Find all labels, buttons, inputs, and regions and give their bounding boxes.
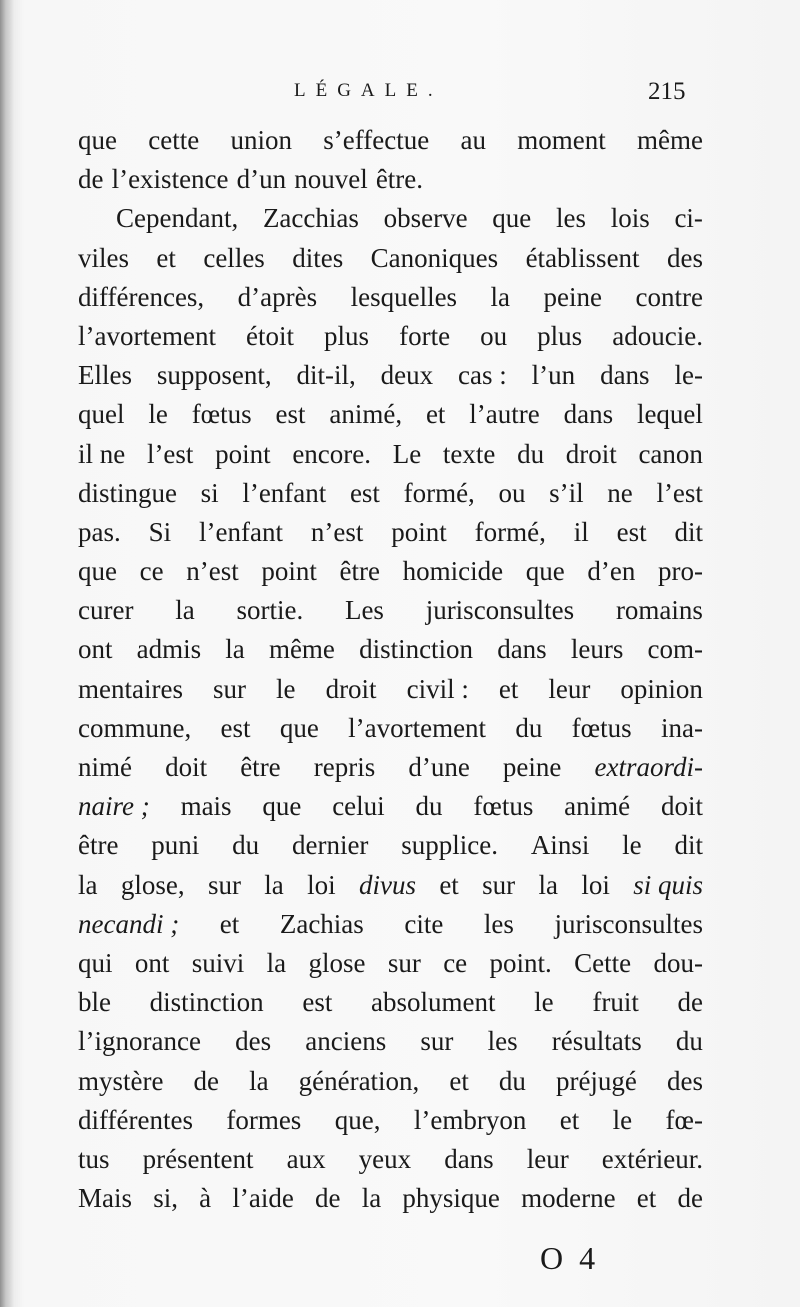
word: nouvel bbox=[294, 164, 368, 195]
word: celui bbox=[332, 791, 385, 822]
word: aux bbox=[286, 1143, 326, 1174]
text-line bbox=[78, 356, 703, 395]
word: n’est bbox=[186, 556, 239, 587]
word: commune, bbox=[78, 712, 192, 743]
word: l’aide bbox=[232, 1183, 294, 1214]
word: différentes bbox=[78, 1104, 193, 1135]
word: absolument bbox=[371, 987, 496, 1018]
word: Zacchias bbox=[262, 203, 359, 234]
text-line bbox=[78, 1101, 703, 1140]
word: l’avortement bbox=[348, 712, 487, 743]
word: cette bbox=[148, 125, 200, 155]
word: sortie. bbox=[236, 595, 304, 626]
text-line bbox=[78, 474, 703, 513]
text-line bbox=[78, 1062, 703, 1101]
word: du bbox=[232, 830, 260, 861]
word: formé, bbox=[474, 516, 546, 547]
word: forte bbox=[399, 320, 451, 351]
word: et bbox=[439, 869, 459, 900]
word: dans bbox=[563, 399, 614, 430]
word: dans bbox=[444, 1143, 494, 1174]
word: fœtus bbox=[473, 791, 534, 822]
word: du bbox=[515, 712, 543, 743]
word: supplice. bbox=[401, 830, 498, 861]
word: point. bbox=[489, 947, 552, 978]
text-line bbox=[78, 395, 703, 434]
word: fœ- bbox=[665, 1104, 703, 1135]
word: l’avortement bbox=[78, 320, 216, 351]
word: mais bbox=[180, 791, 232, 822]
word: Ainsi bbox=[530, 830, 590, 861]
word: l’est bbox=[146, 438, 194, 469]
word: Canoniques bbox=[370, 242, 499, 273]
word: l’enfant bbox=[242, 477, 327, 508]
word: tus bbox=[78, 1143, 110, 1174]
text-line bbox=[78, 630, 703, 669]
page-number: 215 bbox=[648, 78, 686, 105]
word: même bbox=[268, 634, 335, 665]
word: suivi bbox=[191, 947, 245, 978]
text-line bbox=[78, 1179, 703, 1218]
word: être. bbox=[375, 164, 424, 195]
word: deux bbox=[380, 360, 434, 391]
running-head: LÉGALE. bbox=[294, 80, 443, 101]
text-line bbox=[78, 435, 703, 474]
word: dou- bbox=[653, 947, 703, 978]
word: de bbox=[315, 1183, 341, 1214]
word: la bbox=[264, 869, 284, 900]
word: dites bbox=[292, 242, 344, 273]
word: ce bbox=[139, 556, 164, 587]
word: moderne bbox=[521, 1183, 616, 1214]
text-line bbox=[78, 866, 703, 905]
word: Cette bbox=[574, 947, 632, 978]
word: fruit bbox=[592, 987, 639, 1018]
word: jurisconsultes bbox=[425, 595, 575, 626]
word: le bbox=[612, 1104, 633, 1135]
word: résultats bbox=[551, 1026, 642, 1057]
word: génération, bbox=[298, 1065, 420, 1096]
word: l’ignorance bbox=[78, 1026, 201, 1057]
word: loi bbox=[307, 869, 336, 900]
word: mystère bbox=[78, 1065, 164, 1096]
word: dit-il, bbox=[296, 360, 356, 391]
word: distinction bbox=[359, 634, 474, 665]
word: la bbox=[538, 869, 559, 900]
word: divus bbox=[358, 869, 416, 900]
word: glose bbox=[308, 947, 366, 978]
word: ci- bbox=[674, 203, 703, 234]
word: yeux bbox=[358, 1143, 412, 1174]
word: romains bbox=[615, 595, 703, 626]
word: formes bbox=[226, 1104, 302, 1135]
word: préjugé bbox=[555, 1065, 637, 1096]
text-line bbox=[78, 513, 703, 552]
word: il bbox=[573, 516, 589, 547]
text-line bbox=[78, 591, 703, 630]
word: com- bbox=[647, 634, 703, 665]
text-line bbox=[78, 121, 703, 160]
word: les bbox=[555, 203, 586, 234]
word: des bbox=[666, 242, 703, 273]
word: Mais bbox=[78, 1183, 132, 1214]
word: canon bbox=[638, 438, 703, 469]
text-line bbox=[78, 826, 703, 865]
word: et bbox=[449, 1065, 469, 1096]
word: fœtus bbox=[191, 399, 252, 430]
word: est bbox=[349, 477, 380, 508]
word: distingue bbox=[78, 477, 177, 508]
word: la bbox=[225, 634, 245, 665]
word: animé, bbox=[329, 399, 403, 430]
word: dit bbox=[674, 516, 703, 547]
word: jurisconsultes bbox=[554, 908, 703, 939]
word: ont bbox=[78, 634, 113, 665]
word: est bbox=[275, 399, 306, 430]
word-space bbox=[286, 160, 294, 199]
text-line bbox=[78, 748, 703, 787]
word: s’effectue bbox=[323, 125, 430, 155]
word: point bbox=[261, 556, 317, 587]
word: lois bbox=[610, 203, 650, 234]
word: repris bbox=[313, 752, 376, 782]
word: leurs bbox=[570, 634, 624, 665]
word: le- bbox=[674, 360, 703, 391]
word: que bbox=[279, 712, 319, 743]
word: formé, bbox=[403, 477, 475, 508]
word: du bbox=[675, 1026, 703, 1057]
word: celles bbox=[203, 242, 265, 273]
word: union bbox=[230, 125, 292, 155]
word: s’il bbox=[549, 477, 584, 508]
word: droit bbox=[325, 673, 377, 704]
word: la bbox=[249, 1065, 269, 1096]
text-line bbox=[78, 709, 703, 748]
word: des bbox=[235, 1026, 272, 1057]
word: physique bbox=[402, 1183, 500, 1214]
text-line bbox=[78, 670, 703, 709]
word: et bbox=[425, 399, 446, 430]
word: est bbox=[220, 712, 251, 743]
text-line bbox=[78, 239, 703, 278]
word: ne bbox=[607, 477, 633, 508]
word: glose, bbox=[120, 869, 185, 900]
word: ble bbox=[78, 987, 111, 1018]
word: la bbox=[490, 281, 511, 312]
word: si bbox=[200, 477, 219, 508]
word: extérieur. bbox=[601, 1143, 703, 1174]
word: naire ; bbox=[78, 791, 150, 822]
word: le bbox=[622, 830, 642, 861]
word: d’une bbox=[408, 752, 470, 782]
text-line bbox=[78, 1140, 703, 1179]
word: doit bbox=[660, 791, 703, 822]
word: même bbox=[636, 125, 703, 155]
word: cite bbox=[404, 908, 444, 939]
word: être bbox=[78, 830, 119, 861]
word: que bbox=[262, 791, 302, 822]
word: de bbox=[677, 987, 703, 1018]
word: Cependant, bbox=[116, 203, 239, 234]
word: que bbox=[78, 125, 117, 155]
word: que bbox=[78, 556, 117, 587]
word: et bbox=[219, 908, 240, 939]
word: établissent bbox=[525, 242, 640, 273]
word: sur bbox=[387, 947, 421, 978]
word: distinction bbox=[149, 987, 264, 1018]
word: du bbox=[517, 438, 545, 469]
word: de bbox=[677, 1183, 703, 1214]
word: homicide bbox=[402, 556, 504, 587]
word: est bbox=[302, 987, 333, 1018]
word: le bbox=[276, 673, 296, 704]
body-text bbox=[78, 121, 703, 1218]
word: l’embryon bbox=[413, 1104, 527, 1135]
word: ont bbox=[134, 947, 170, 978]
word: point bbox=[391, 516, 447, 547]
text-line bbox=[78, 160, 703, 199]
word: leur bbox=[526, 1143, 569, 1174]
word: du bbox=[415, 791, 443, 822]
word: dans bbox=[600, 360, 650, 391]
word: moment bbox=[517, 125, 606, 155]
word: que, bbox=[334, 1104, 381, 1135]
word: Si bbox=[148, 516, 172, 547]
word: pro- bbox=[658, 556, 703, 587]
word: nimé bbox=[78, 752, 132, 782]
word: ce bbox=[443, 947, 468, 978]
text-line bbox=[78, 199, 703, 238]
word: l’un bbox=[531, 360, 576, 391]
word: Le bbox=[392, 438, 422, 469]
word: Zachias bbox=[279, 908, 364, 939]
word: et bbox=[156, 242, 176, 273]
word: l’est bbox=[656, 477, 703, 508]
word: d’après bbox=[237, 281, 318, 312]
word: anciens bbox=[305, 1026, 387, 1057]
text-line bbox=[78, 317, 703, 356]
signature-mark: O 4 bbox=[540, 1240, 600, 1276]
word: la bbox=[78, 869, 98, 900]
word: pas. bbox=[78, 516, 121, 547]
word: contre bbox=[635, 281, 703, 312]
word: ina- bbox=[660, 712, 703, 743]
word: les bbox=[483, 908, 514, 939]
word: Elles bbox=[78, 360, 132, 391]
word-space bbox=[103, 160, 111, 199]
word: sur bbox=[420, 1026, 454, 1057]
word: admis bbox=[136, 634, 202, 665]
word: sur bbox=[213, 673, 246, 704]
word: point bbox=[215, 438, 271, 469]
word: sur bbox=[482, 869, 516, 900]
word-space bbox=[229, 160, 237, 199]
word: Les bbox=[344, 595, 384, 626]
word: et bbox=[559, 1104, 580, 1135]
word: texte bbox=[442, 438, 496, 469]
word: le bbox=[534, 987, 554, 1018]
word: mentaires bbox=[78, 673, 183, 704]
word: civil : bbox=[406, 673, 469, 704]
word: dans bbox=[497, 634, 547, 665]
text-line bbox=[78, 905, 703, 944]
word: la bbox=[175, 595, 195, 626]
text-line bbox=[78, 278, 703, 317]
word: curer bbox=[78, 595, 134, 626]
word: droit bbox=[565, 438, 617, 469]
word: lequel bbox=[636, 399, 703, 430]
word: supposent, bbox=[156, 360, 272, 391]
word: peine bbox=[502, 752, 562, 782]
word: à bbox=[199, 1183, 212, 1214]
word: encore. bbox=[292, 438, 372, 469]
word: au bbox=[460, 125, 486, 155]
word: être bbox=[240, 752, 281, 782]
page-header bbox=[0, 74, 800, 114]
word: d’en bbox=[587, 556, 636, 587]
word: est bbox=[616, 516, 647, 547]
text-line bbox=[78, 944, 703, 983]
word: viles bbox=[78, 242, 129, 273]
word: et bbox=[636, 1183, 657, 1214]
word: plus bbox=[537, 320, 583, 351]
word: ou bbox=[498, 477, 526, 508]
word: necandi ; bbox=[78, 908, 180, 939]
word: étoit bbox=[246, 320, 294, 351]
word: opinion bbox=[620, 673, 703, 704]
word: l’autre bbox=[469, 399, 540, 430]
word: plus bbox=[324, 320, 370, 351]
word: des bbox=[666, 1065, 703, 1096]
word: si, bbox=[153, 1183, 178, 1214]
word: et bbox=[498, 673, 519, 704]
word: d’un bbox=[236, 164, 287, 195]
word: la bbox=[361, 1183, 382, 1214]
word: de bbox=[193, 1065, 220, 1096]
word: il ne bbox=[78, 438, 126, 469]
word: doit bbox=[165, 752, 208, 782]
word: différences, bbox=[78, 281, 205, 312]
word: puni bbox=[151, 830, 200, 861]
text-line bbox=[78, 983, 703, 1022]
word: présentent bbox=[142, 1143, 254, 1174]
word: quel bbox=[78, 399, 125, 430]
word: peine bbox=[543, 281, 602, 312]
word-space bbox=[368, 160, 376, 199]
word: que bbox=[492, 203, 532, 234]
word: l’enfant bbox=[199, 516, 283, 547]
word: fœtus bbox=[571, 712, 632, 743]
word: être bbox=[339, 556, 380, 587]
word: n’est bbox=[310, 516, 364, 547]
word: de bbox=[78, 164, 104, 195]
word: leur bbox=[548, 673, 591, 704]
word: sur bbox=[207, 869, 241, 900]
word: si quis bbox=[633, 869, 703, 900]
word: loi bbox=[581, 869, 610, 900]
word: les bbox=[487, 1026, 518, 1057]
text-line bbox=[78, 552, 703, 591]
word: dit bbox=[674, 830, 703, 861]
word: du bbox=[498, 1065, 526, 1096]
text-line bbox=[78, 1022, 703, 1061]
word: dernier bbox=[291, 830, 369, 861]
word: que bbox=[525, 556, 565, 587]
word: ou bbox=[480, 320, 508, 351]
text-line bbox=[78, 787, 703, 826]
word: le bbox=[148, 399, 168, 430]
word: la bbox=[266, 947, 287, 978]
word: qui bbox=[78, 947, 113, 978]
word: adoucie. bbox=[612, 320, 703, 351]
word: lesquelles bbox=[350, 281, 458, 312]
word: cas : bbox=[458, 360, 507, 391]
word: extraordi- bbox=[594, 752, 703, 782]
word: l’existence bbox=[111, 164, 229, 195]
word: animé bbox=[564, 791, 631, 822]
word: observe bbox=[383, 203, 468, 234]
